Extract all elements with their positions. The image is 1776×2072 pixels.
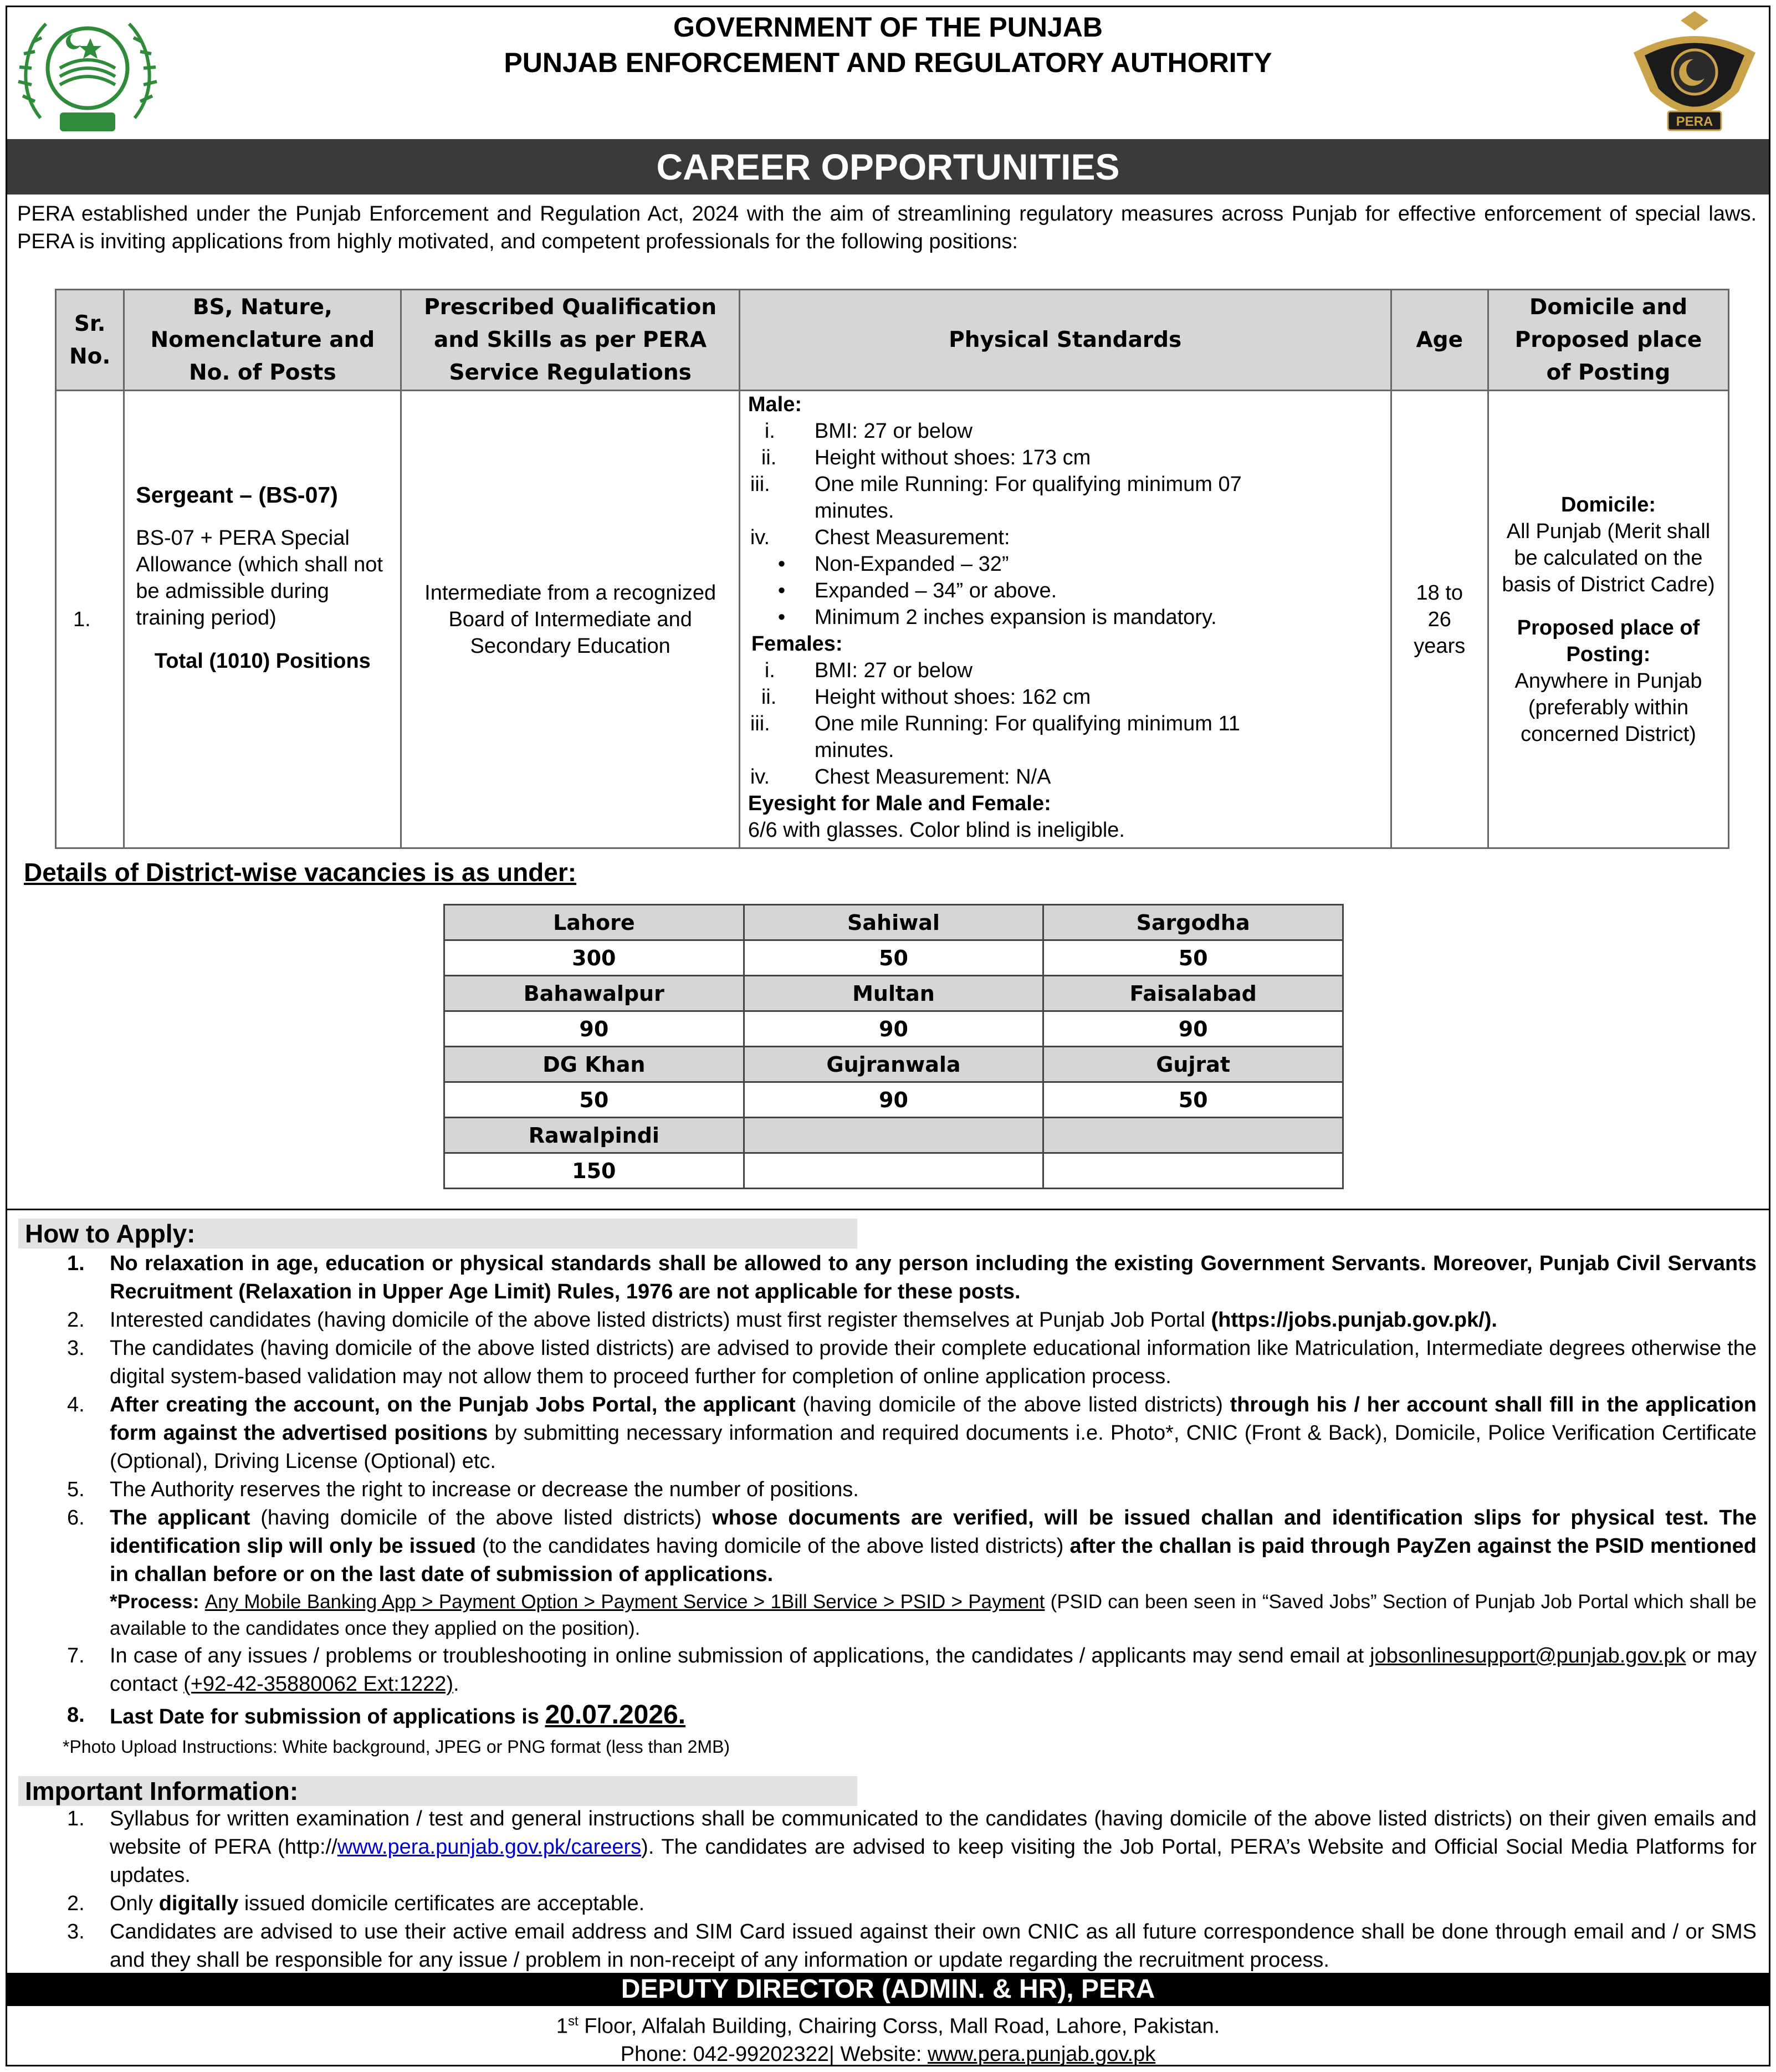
info-item-3: 3. Candidates are advised to use their active email address and SIM Card issued against their own CNIC as all future correspondence shall be done through email and / or SMS and they shall be responsible for any issue / problem in non-receipt of any information or update regarding the recruitment process. xyxy=(67,1920,1757,1972)
header-domicile: Domicile and Proposed place of Posting xyxy=(1488,290,1728,391)
male-item: ii. Height without shoes: 173 cm xyxy=(761,446,1091,469)
how-to-apply-list xyxy=(18,1250,1757,1760)
district-name-row: DG Khan Gujranwala Gujrat xyxy=(444,1047,1343,1082)
district-name-row: Bahawalpur Multan Faisalabad xyxy=(444,976,1343,1011)
female-item: iii. One mile Running: For qualifying minimum 11 xyxy=(750,712,1240,735)
pera-badge-text: PERA xyxy=(1676,114,1713,129)
apply-item-6: 6. The applicant (having domicile of the above listed districts) whose documents are verified, will be issued challan and identification slips for physical test. The identification slip will only be issued (to the candidates having domicile of the above listed districts) after the challan is paid through PayZen against the PSID mentioned in challan before or on the last date of submission of applications. xyxy=(67,1506,1757,1586)
pera-badge-icon xyxy=(1628,8,1761,139)
last-date: 20.07.2026. xyxy=(545,1700,686,1730)
row-qualification: Intermediate from a recognized Board of Intermediate and Secondary Education xyxy=(401,391,739,848)
header-authority: PUNJAB ENFORCEMENT AND REGULATORY AUTHORITY xyxy=(504,47,1272,78)
intro-text: PERA established under the Punjab Enforcement and Regulation Act, 2024 with the aim of streamlining regulatory measures across Punjab for effective enforcement of special laws. PERA is inviting applications from highly motivated, and competent professionals for the following positions: xyxy=(17,202,1757,253)
female-item: i. BMI: 27 or below xyxy=(764,659,973,682)
female-list xyxy=(748,657,1385,790)
banner-title: CAREER OPPORTUNITIES xyxy=(7,139,1769,195)
row-physical xyxy=(739,391,1391,848)
domicile-text: All Punjab (Merit shall be calculated on the basis of District Cadre) xyxy=(1502,519,1715,596)
post-desc: BS-07 + PERA Special Allowance (which shall not be admissible during training period) xyxy=(136,526,383,630)
district-heading: Details of District-wise vacancies is as under: xyxy=(24,858,577,887)
payment-process: *Process: Any Mobile Banking App > Payment Option > Payment Service > 1Bill Service > PSID > Payment (PSID can been seen in “Saved Jobs” Section of Punjab Job Portal which shall be available to the candidates once they applied on the position). xyxy=(110,1591,1757,1639)
district-name-row: Lahore Sahiwal Sargodha xyxy=(444,905,1343,940)
apply-item-7: 7. In case of any issues / problems or troubleshooting in online submission of applications, the candidates / applicants may send email at jobsonlinesupport@punjab.gov.pk or may contact (+92-42-35880062 Ext:1222). xyxy=(67,1644,1757,1696)
male-label: Male: xyxy=(748,393,802,416)
header-physical: Physical Standards xyxy=(739,290,1391,391)
apply-item-5: 5. The Authority reserves the right to increase or decrease the number of positions. xyxy=(67,1478,859,1501)
row-domicile xyxy=(1488,391,1728,848)
photo-upload-note: *Photo Upload Instructions: White background, JPEG or PNG format (less than 2MB) xyxy=(63,1737,730,1757)
eyesight-text: 6/6 with glasses. Color blind is ineligible. xyxy=(748,818,1125,842)
section-divider xyxy=(7,1209,1769,1210)
how-to-apply-heading: How to Apply: xyxy=(18,1219,857,1249)
support-phone: (+92-42-35880062 Ext:1222) xyxy=(183,1672,454,1696)
info-item-1: 1. Syllabus for written examination / test and general instructions shall be communicated to the candidates (having domicile of the above listed districts) on their given emails and website of PERA (http://www.pera.punjab.gov.pk/careers). The candidates are advised to keep visiting the Job Portal, PERA’s Website and Official Social Media Platforms for updates. xyxy=(67,1807,1757,1887)
district-value-row: 150 xyxy=(444,1153,1343,1189)
apply-item-2: 2. Interested candidates (having domicile of the above listed districts) must first register themselves at Punjab Job Portal (https://jobs.punjab.gov.pk/). xyxy=(67,1308,1497,1332)
website-link[interactable]: www.pera.punjab.gov.pk xyxy=(928,2042,1156,2066)
header xyxy=(7,7,1769,140)
female-label: Females: xyxy=(751,632,843,656)
female-item: iv. Chest Measurement: N/A xyxy=(750,765,1051,789)
header-age: Age xyxy=(1391,290,1488,391)
post-title: Sergeant – (BS-07) xyxy=(136,482,338,508)
district-table xyxy=(443,904,1344,1189)
footer-address: 1st Floor, Alfalah Building, Chairing Corss, Mall Road, Lahore, Pakistan. Phone: 042-99202322| Website: www.pera.punjab.gov.pk xyxy=(556,2014,1220,2066)
important-info-heading: Important Information: xyxy=(18,1776,857,1806)
district-value-row: 90 90 90 xyxy=(444,1011,1343,1047)
female-item: ii. Height without shoes: 162 cm xyxy=(761,685,1091,709)
district-value-row: 50 90 50 xyxy=(444,1082,1343,1118)
male-item: i. BMI: 27 or below xyxy=(764,419,973,443)
apply-item-4: 4. After creating the account, on the Punjab Jobs Portal, the applicant (having domicile of the above listed districts) through his / her account shall fill in the application form against the advertised positions by submitting necessary information and required documents i.e. Photo*, CNIC (Front & Back), Domicile, Police Verification Certificate (Optional), Driving License (Optional) etc. xyxy=(67,1393,1757,1473)
male-item: iii. One mile Running: For qualifying minimum 07 xyxy=(750,473,1242,496)
eyesight-label: Eyesight for Male and Female: xyxy=(748,792,1051,815)
male-bullet: • Non-Expanded – 32” xyxy=(777,552,1009,576)
male-item: iv. Chest Measurement: xyxy=(750,526,1010,549)
support-email-link[interactable]: jobsonlinesupport@punjab.gov.pk xyxy=(1370,1644,1686,1667)
posting-label: Proposed place of Posting: xyxy=(1517,616,1700,666)
district-name-row: Rawalpindi xyxy=(444,1118,1343,1153)
positions-row xyxy=(56,391,1729,848)
advertisement xyxy=(6,6,1770,2066)
positions-header-row xyxy=(56,290,1729,391)
male-list xyxy=(748,418,1385,631)
row-age: 18 to 26 years xyxy=(1391,391,1488,848)
important-info-list xyxy=(18,1805,1757,1974)
careers-link[interactable]: www.pera.punjab.gov.pk/careers xyxy=(337,1835,642,1859)
header-sr: Sr. No. xyxy=(56,290,124,391)
header-bs: BS, Nature, Nomenclature and No. of Posts xyxy=(124,290,401,391)
row-sr: 1. xyxy=(56,391,124,848)
male-item: minutes. xyxy=(814,499,894,523)
domicile-label: Domicile: xyxy=(1560,493,1656,516)
post-total: Total (1010) Positions xyxy=(154,649,371,673)
header-government: GOVERNMENT OF THE PUNJAB xyxy=(673,12,1103,43)
district-value-row: 300 50 50 xyxy=(444,940,1343,976)
header-qualification: Prescribed Qualification and Skills as per PERA Service Regulations xyxy=(401,290,739,391)
apply-item-1: 1. No relaxation in age, education or physical standards shall be allowed to any person including the existing Government Servants. Moreover, Punjab Civil Servants Recruitment (Relaxation in Upper Age Limit) Rules, 1976 are not applicable for these posts. xyxy=(67,1252,1757,1303)
apply-item-3: 3. The candidates (having domicile of the above listed districts) are advised to provide their complete educational information like Matriculation, Intermediate degrees otherwise the digital system-based validation may not allow them to proceed further for completion of online application process. xyxy=(67,1337,1757,1388)
male-bullet: • Expanded – 34” or above. xyxy=(777,579,1057,602)
female-item: minutes. xyxy=(814,739,894,762)
row-post xyxy=(124,391,401,848)
footer-title: DEPUTY DIRECTOR (ADMIN. & HR), PERA xyxy=(7,1973,1769,2006)
male-bullet: • Minimum 2 inches expansion is mandatory. xyxy=(777,606,1217,629)
posting-text: Anywhere in Punjab (preferably within concerned District) xyxy=(1514,669,1702,746)
apply-item-8: 8. Last Date for submission of applications is 20.07.2026. xyxy=(67,1700,686,1730)
info-item-2: 2. Only digitally issued domicile certificates are acceptable. xyxy=(67,1892,645,1915)
positions-table xyxy=(55,289,1729,849)
